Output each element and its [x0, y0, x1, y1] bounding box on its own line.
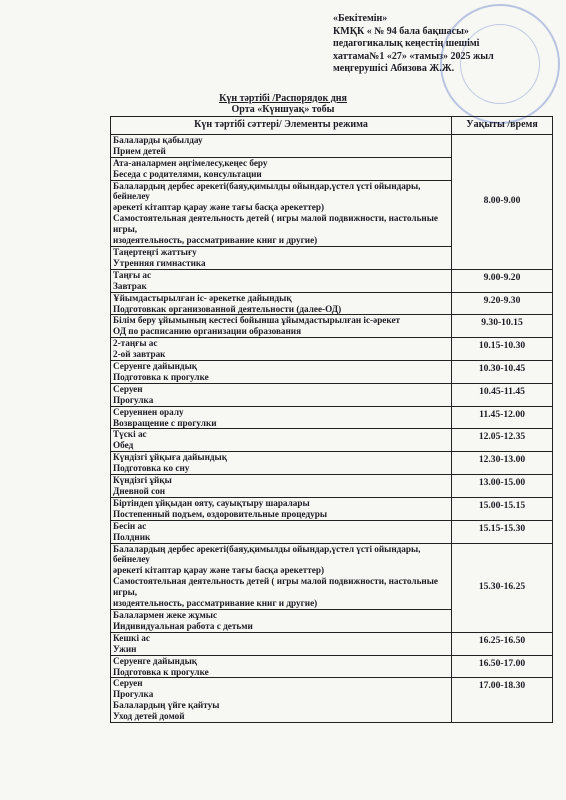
- activity-line: Самостоятельная деятельность детей ( игры малой подвижности, настольные игры,: [113, 576, 438, 598]
- time-cell: 11.45-12.00: [452, 406, 553, 429]
- table-row: [111, 543, 553, 609]
- activity-cell: [111, 520, 452, 543]
- activity-line: Серуенге дайындық: [113, 655, 198, 666]
- activity-line: Балаларды қабылдау: [113, 134, 203, 145]
- table-row: [111, 383, 553, 406]
- activity-line: Түскі ас: [113, 429, 147, 440]
- activity-cell: [111, 429, 452, 452]
- activity-line: Постепенный подъем, оздоровительные процедуры: [113, 508, 327, 519]
- activity-cell: [111, 406, 452, 429]
- activity-line: Серуенге дайындық: [113, 361, 198, 372]
- approval-line: «Бекітемін»: [333, 13, 388, 24]
- table-row: [111, 678, 553, 723]
- time-cell: 9.00-9.20: [452, 269, 553, 292]
- activity-cell: [111, 246, 452, 269]
- schedule-table: [110, 116, 553, 723]
- table-row: [111, 632, 553, 655]
- activity-line: Кешкі ас: [113, 632, 150, 643]
- activity-cell: [111, 678, 452, 723]
- table-row: [111, 269, 553, 292]
- activity-line: Ұйымдастырылған іс- әрекетке дайындық: [113, 292, 292, 303]
- activity-line: Біртіндеп ұйқыдан ояту, сауықтыру шаралары: [113, 497, 310, 508]
- activity-cell: [111, 338, 452, 361]
- activity-line: Подготовка ко сну: [113, 463, 190, 474]
- approval-line: меңгерушісі Абизова Ж.Ж.: [333, 63, 455, 75]
- activity-line: ОД по расписанию организации образования: [113, 326, 302, 337]
- activity-line: әрекеті кітаптар қарау және тағы басқа әрекеттер): [113, 202, 325, 213]
- time-cell: 10.15-10.30: [452, 338, 553, 361]
- table-row: [111, 134, 553, 157]
- activity-cell: [111, 497, 452, 520]
- activity-line: Бесін ас: [113, 520, 147, 531]
- table-row: [111, 429, 553, 452]
- activity-line: Ата-аналармен әңгімелесу,кеңес беру: [113, 157, 268, 168]
- activity-line: Прием детей: [113, 145, 166, 156]
- activity-line: Серуеннен оралу: [113, 406, 184, 417]
- table-row: [111, 315, 553, 338]
- activity-line: Завтрак: [113, 280, 147, 291]
- activity-line: Полдник: [113, 531, 151, 542]
- activity-cell: [111, 157, 452, 180]
- activity-cell: [111, 452, 452, 475]
- table-row: [111, 520, 553, 543]
- activity-line: Балалардың дербес әрекеті(баяу,қимылды ойындар,үстел үсті ойындары, бейнелеу: [113, 543, 421, 565]
- activity-line: Обед: [113, 440, 134, 451]
- group-name: Орта «Күншуақ» тобы: [231, 104, 335, 115]
- activity-line: Таңертеңгі жаттығу: [113, 246, 197, 257]
- activity-cell: [111, 315, 452, 338]
- activity-line: Возвращение с прогулки: [113, 417, 217, 428]
- time-cell: 8.00-9.00: [452, 134, 553, 269]
- activity-line: Балалардың дербес әрекеті(баяу,қимылды ойындар,үстел үсті ойындары, бейнелеу: [113, 180, 421, 202]
- activity-cell: [111, 655, 452, 678]
- activity-line: әрекеті кітаптар қарау және тағы басқа әрекеттер): [113, 565, 325, 576]
- activity-line: Күндізгі ұйқы: [113, 475, 172, 486]
- activity-cell: [111, 475, 452, 498]
- activity-line: Серуен: [113, 678, 143, 689]
- table-row: [111, 497, 553, 520]
- activity-line: Білім беру ұйымының кестесі бойынша ұйымдастырылған іс-әрекет: [113, 315, 401, 326]
- approval-line: хаттама№1 «27» «тамыз» 2025 жыл: [333, 50, 494, 62]
- table-row: [111, 452, 553, 475]
- activity-cell: [111, 543, 452, 609]
- activity-line: Подготовка к прогулке: [113, 371, 209, 382]
- activity-line: 2-таңғы ас: [113, 338, 158, 349]
- time-cell: 10.45-11.45: [452, 383, 553, 406]
- time-cell: 13.00-15.00: [452, 475, 553, 498]
- table-header-row: [111, 117, 553, 135]
- column-header-time: Уақыты /время: [452, 117, 553, 135]
- time-cell: 15.00-15.15: [452, 497, 553, 520]
- activity-cell: [111, 609, 452, 632]
- time-cell: 9.30-10.15: [452, 315, 553, 338]
- table-row: [111, 292, 553, 315]
- time-cell: 10.30-10.45: [452, 361, 553, 384]
- table-row: [111, 338, 553, 361]
- activity-cell: [111, 383, 452, 406]
- page-title: Күн тәртібі /Распорядок дня: [219, 93, 347, 104]
- activity-line: Күндізгі ұйқыға дайындық: [113, 452, 227, 463]
- activity-cell: [111, 134, 452, 157]
- activity-line: Балалардың үйге қайтуы: [113, 700, 220, 711]
- activity-line: Подготовка к прогулке: [113, 666, 209, 677]
- activity-line: Уход детей домой: [113, 711, 185, 722]
- activity-cell: [111, 292, 452, 315]
- activity-cell: [111, 632, 452, 655]
- activity-line: Прогулка: [113, 394, 154, 405]
- activity-cell: [111, 269, 452, 292]
- activity-line: изодеятельность, рассматривание книг и другие): [113, 235, 318, 246]
- activity-line: Серуен: [113, 383, 143, 394]
- activity-line: изодеятельность, рассматривание книг и другие): [113, 598, 318, 609]
- time-cell: 12.05-12.35: [452, 429, 553, 452]
- activity-line: Прогулка: [113, 689, 154, 700]
- activity-line: Утренняя гимнастика: [113, 257, 206, 268]
- activity-cell: [111, 361, 452, 384]
- activity-line: Индивидуальная работа с детьми: [113, 620, 253, 631]
- activity-line: 2-ой завтрак: [113, 349, 166, 360]
- activity-cell: [111, 180, 452, 246]
- table-row: [111, 406, 553, 429]
- activity-line: Самостоятельная деятельность детей ( игры малой подвижности, настольные игры,: [113, 213, 438, 235]
- time-cell: 15.15-15.30: [452, 520, 553, 543]
- table-row: [111, 655, 553, 678]
- time-cell: 16.25-16.50: [452, 632, 553, 655]
- table-row: [111, 475, 553, 498]
- activity-line: Подготовкак организованной деятельности (далее-ОД): [113, 303, 342, 314]
- column-header-activity: Күн тәртібі сәттері/ Элементы режима: [111, 117, 452, 135]
- activity-line: Балалармен жеке жұмыс: [113, 609, 218, 620]
- time-cell: 12.30-13.00: [452, 452, 553, 475]
- approval-line: КМҚК « № 94 бала бақшасы»: [333, 25, 469, 37]
- time-cell: 9.20-9.30: [452, 292, 553, 315]
- time-cell: 15.30-16.25: [452, 543, 553, 632]
- approval-line: педагогикалық кеңестің шешімі: [333, 38, 480, 50]
- activity-line: Ужин: [113, 643, 137, 654]
- table-row: [111, 361, 553, 384]
- activity-line: Таңғы ас: [113, 269, 152, 280]
- activity-line: Беседа с родителями, консультации: [113, 168, 262, 179]
- activity-line: Дневной сон: [113, 486, 166, 496]
- time-cell: 16.50-17.00: [452, 655, 553, 678]
- time-cell: 17.00-18.30: [452, 678, 553, 723]
